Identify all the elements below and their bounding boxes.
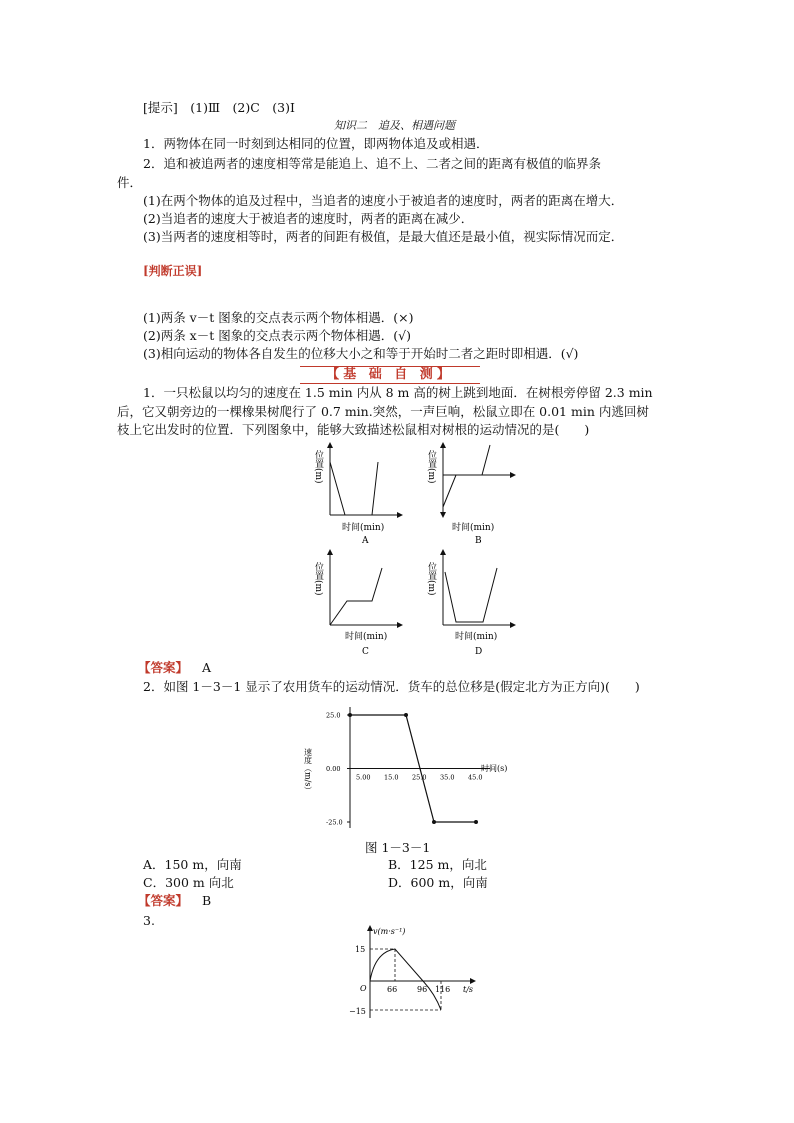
chart2-data-point	[348, 713, 352, 717]
chart2-x-tick-label: 25.0	[412, 773, 427, 782]
graph-d-ylabel: 位置(m)	[426, 562, 436, 596]
graph-b-xlabel: 时间(min)	[452, 523, 495, 533]
graph-d-label: D	[475, 647, 483, 657]
graph-c-xlabel: 时间(min)	[345, 632, 388, 642]
section-title: 【基 础 自 测】	[300, 366, 480, 384]
answer2-value: B	[202, 893, 212, 908]
graph-b-label: B	[475, 536, 482, 546]
chart2-x-tick-label: 15.0	[384, 773, 399, 782]
q3-tick-96: 96	[417, 985, 428, 994]
q1-graphs	[0, 440, 794, 710]
q3-tick-116: 116	[435, 985, 451, 994]
graph-a	[313, 445, 400, 546]
hint-line: [提示] (1)Ⅲ (2)C (3)Ⅰ	[143, 100, 295, 115]
q1-line-3: 枝上它出发时的位置．下列图象中，能够大致描述松鼠相对树根的运动情况的是( )	[117, 422, 590, 437]
answer2-label: 【答案】	[138, 893, 189, 908]
graph-c	[313, 552, 400, 657]
q3-tick-66: 66	[387, 985, 398, 994]
answer1-value: A	[202, 660, 212, 675]
q2-option-a: A．150 m，向南	[143, 857, 242, 872]
chart2-x-tick-label: 45.0	[468, 773, 483, 782]
graph-a-ylabel: 位置(m)	[313, 450, 323, 484]
graph-a-label: A	[362, 536, 369, 546]
judge-title: [判断正误]	[143, 264, 203, 278]
chart2-ylabel: 速度（m/s）	[303, 748, 313, 795]
chart2-data-point	[474, 820, 478, 824]
chart2-xlabel: 时间(s)	[481, 764, 508, 773]
q3-figure	[335, 920, 495, 1025]
q2-line: 2．如图 1－3－1 显示了农用货车的运动情况．货车的总位移是(假定北方为正方向)( )	[143, 679, 640, 694]
chart2-x-tick-label: 35.0	[440, 773, 455, 782]
graph-b-ylabel: 位置(m)	[426, 450, 436, 484]
q1-line-2: 后，它又朝旁边的一棵橡果树爬行了 0.7 min.突然，一声巨响，松鼠立即在 0.01 min 内逃回树	[117, 404, 649, 419]
graph-b	[426, 445, 513, 546]
graph-a-xlabel: 时间(min)	[342, 523, 385, 533]
k-line-1: 1．两物体在同一时刻到达相同的位置，即两物体追及或相遇．	[143, 136, 489, 151]
q2-option-d: D．600 m，向南	[388, 875, 488, 890]
chart2-y-tick-label: 0.00	[326, 765, 341, 773]
velocity-chart	[300, 700, 530, 840]
k-line-6: (3)当两者的速度相等时，两者的间距有极值，是最大值还是最小值，视实际情况而定．	[143, 229, 624, 244]
k-line-3: 件．	[117, 175, 143, 190]
q2-option-b: B．125 m，向北	[388, 857, 487, 872]
k-line-4: (1)在两个物体的追及过程中，当追者的速度小于被追者的速度时，两者的距离在增大．	[143, 193, 624, 208]
answer1	[138, 660, 211, 676]
graph-c-ylabel: 位置(m)	[313, 562, 323, 596]
graph-d	[426, 552, 513, 657]
knowledge2-title: 知识二 追及、相遇问题	[334, 119, 455, 132]
graph-d-xlabel: 时间(min)	[455, 632, 498, 642]
q3-xlabel: t/s	[463, 985, 474, 994]
q2-option-c: C．300 m 向北	[143, 875, 234, 890]
judge-line-2: (2)两条 x－t 图象的交点表示两个物体相遇．(√)	[143, 328, 411, 343]
q3-tick-15: 15	[355, 945, 366, 954]
answer2	[138, 893, 211, 909]
judge-line-1: (1)两条 v－t 图象的交点表示两个物体相遇．(×)	[143, 310, 414, 325]
fig2-caption: 图 1－3－1	[365, 840, 431, 855]
chart2-data-point	[404, 713, 408, 717]
answer1-label: 【答案】	[138, 660, 189, 675]
chart2-data-point	[432, 820, 436, 824]
q3-origin: O	[360, 984, 367, 993]
chart2-y-tick-label: 25.0	[326, 711, 341, 720]
chart2-x-tick-label: 5.00	[356, 773, 371, 782]
k-line-5: (2)当追者的速度大于被追者的速度时，两者的距离在减少．	[143, 211, 474, 226]
graph-c-label: C	[362, 647, 369, 657]
q1-line-1: 1．一只松鼠以均匀的速度在 1.5 min 内从 8 m 高的树上跳到地面．在树根旁停留 2.3 min	[143, 385, 653, 400]
q3-tick-neg15: −15	[349, 1007, 366, 1016]
q3-number: 3.	[143, 913, 155, 928]
q3-ylabel: v(m·s⁻¹)	[373, 927, 406, 936]
judge-line-3: (3)相向运动的物体各自发生的位移大小之和等于开始时二者之距时即相遇．(√)	[143, 346, 579, 361]
chart2-y-tick-label: -25.0	[326, 818, 343, 827]
k-line-2: 2．追和被追两者的速度相等常是能追上、追不上、二者之间的距离有极值的临界条	[143, 156, 601, 171]
